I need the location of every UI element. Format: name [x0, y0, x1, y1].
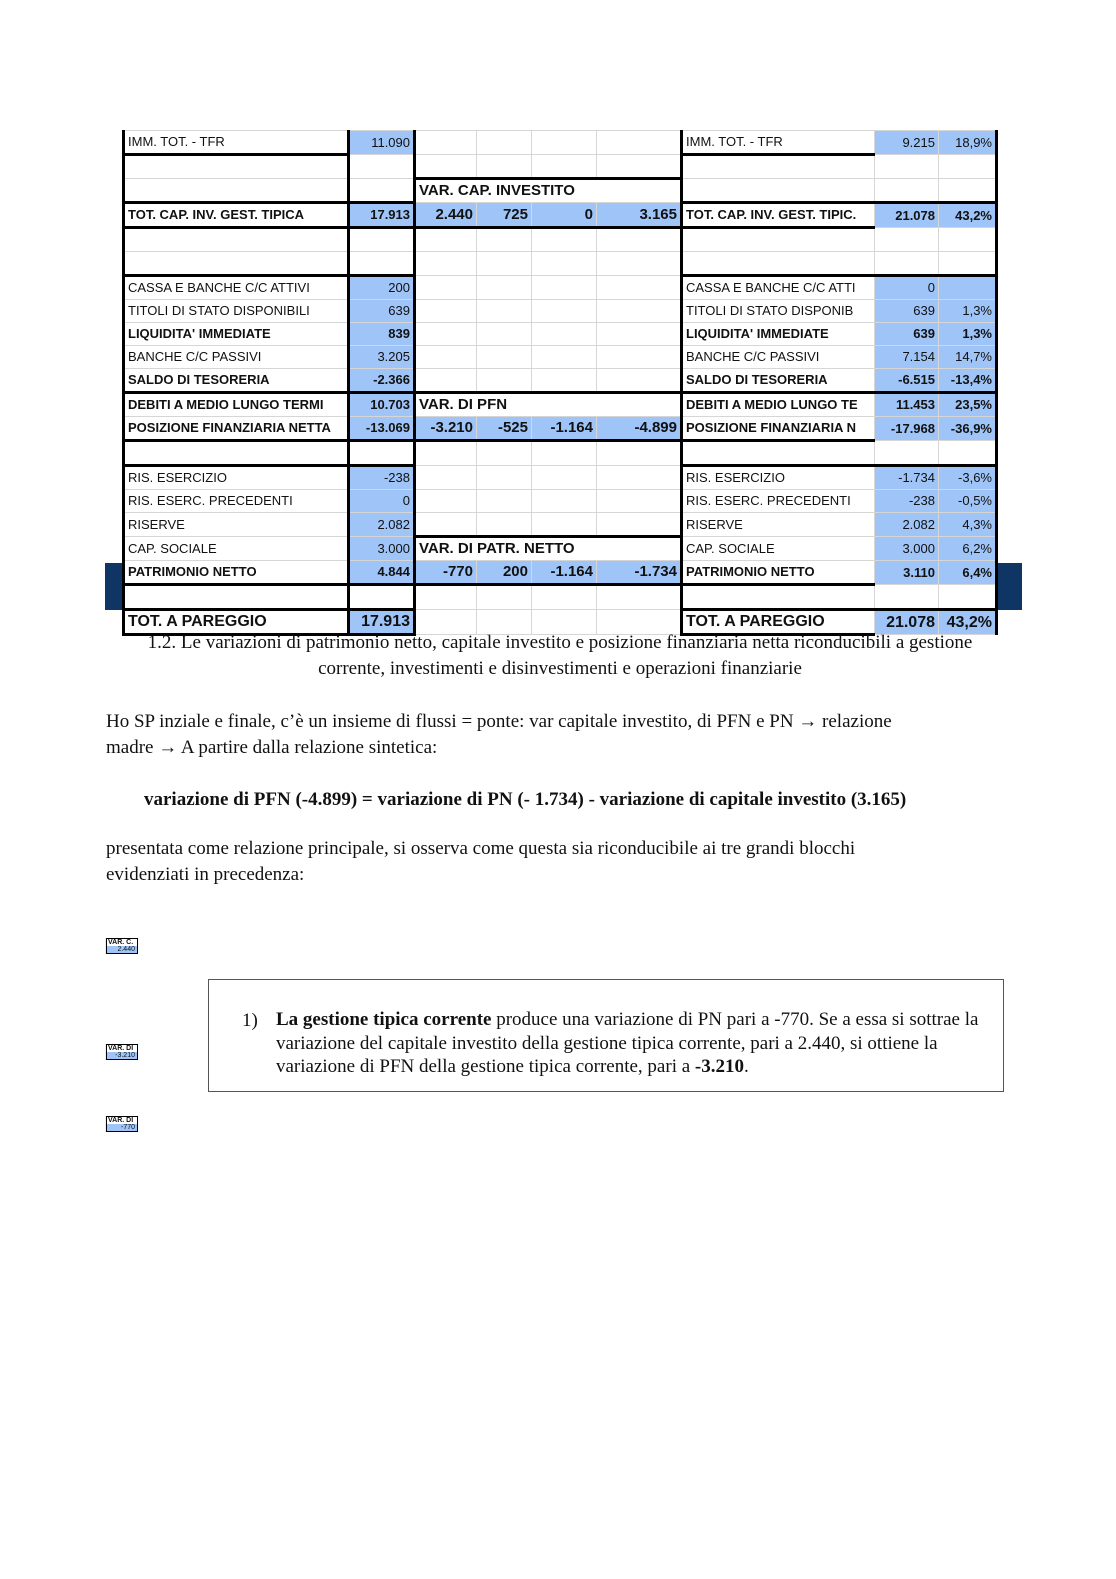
- variation-value: [477, 490, 532, 513]
- right-value: [875, 585, 939, 610]
- left-label: SALDO DI TESORERIA: [124, 369, 349, 393]
- right-value: [875, 252, 939, 276]
- left-label: RIS. ESERC. PRECEDENTI: [124, 490, 349, 513]
- caption-line: corrente, investimenti e disinvestimenti e operazioni finanziarie: [318, 658, 802, 679]
- right-value: [875, 441, 939, 466]
- variation-value: [415, 252, 477, 276]
- variation-value: [477, 369, 532, 393]
- right-label: [682, 155, 875, 179]
- left-value: 200: [349, 276, 415, 300]
- thumb-value: 2.440: [106, 946, 138, 954]
- formula: variazione di PFN (-4.899) = variazione di PN (- 1.734) - variazione di capitale investito (3.165): [144, 789, 907, 810]
- variation-value: [477, 323, 532, 346]
- variation-value: [415, 346, 477, 369]
- variation-value: 2.440: [415, 203, 477, 228]
- variation-value: [415, 369, 477, 393]
- variation-value: [477, 131, 532, 155]
- right-value: -6.515: [875, 369, 939, 393]
- left-value: 10.703: [349, 393, 415, 417]
- bold-phrase: La gestione tipica corrente: [276, 1009, 492, 1030]
- text-line: Ho SP inziale e finale, c’è un insieme di flussi = ponte: var capitale investito, di PFN e PN → relazione: [106, 711, 892, 732]
- variation-value: [532, 131, 597, 155]
- left-label: RIS. ESERCIZIO: [124, 466, 349, 490]
- right-label: [682, 252, 875, 276]
- variation-value: [477, 300, 532, 323]
- left-label: BANCHE C/C PASSIVI: [124, 346, 349, 369]
- paragraph-intro: [106, 709, 892, 761]
- table-row: [124, 155, 997, 179]
- left-label: TOT. A PAREGGIO: [124, 610, 349, 635]
- left-label: CAP. SOCIALE: [124, 537, 349, 561]
- variation-value: [415, 441, 477, 466]
- variation-value: [415, 155, 477, 179]
- left-value: [349, 179, 415, 203]
- variation-value: [532, 466, 597, 490]
- caption-line: 1.2. Le variazioni di patrimonio netto, capitale investito e posizione finanziaria netta riconducibili a gestione: [147, 632, 973, 653]
- right-value: 11.453: [875, 393, 939, 417]
- variation-value: -4.899: [597, 417, 682, 441]
- variation-value: -525: [477, 417, 532, 441]
- variation-value: [477, 252, 532, 276]
- decor-band: [105, 563, 122, 610]
- left-label: LIQUIDITA' IMMEDIATE: [124, 323, 349, 346]
- variation-value: [597, 323, 682, 346]
- left-label: IMM. TOT. - TFR: [124, 131, 349, 155]
- variation-value: [477, 346, 532, 369]
- table-row: [124, 276, 997, 300]
- var-header: VAR. CAP. INVESTITO: [415, 179, 682, 203]
- variation-value: [597, 441, 682, 466]
- variation-value: [477, 228, 532, 252]
- variation-value: [532, 441, 597, 466]
- variation-value: [532, 585, 597, 610]
- right-value: -238: [875, 490, 939, 513]
- table-row: [124, 466, 997, 490]
- left-value: [349, 228, 415, 252]
- variation-value: [597, 252, 682, 276]
- left-label: [124, 228, 349, 252]
- text-line: presentata come relazione principale, si osserva come questa sia riconducibile ai tre grandi blocchi: [106, 838, 856, 859]
- left-value: [349, 252, 415, 276]
- variation-value: [532, 369, 597, 393]
- variation-value: 725: [477, 203, 532, 228]
- text-span: produce una variazione di PN pari a -770. Se a essa si sottrae la variazione del capitale investito della gestione tipica corrente, pari a 2.440, si ottiene la variazione di PFN della gestione tipica corrente, pari a: [276, 1009, 979, 1077]
- variation-value: [532, 276, 597, 300]
- left-label: PATRIMONIO NETTO: [124, 561, 349, 585]
- left-value: 17.913: [349, 610, 415, 635]
- table-row: [124, 393, 997, 417]
- right-value: 0: [875, 276, 939, 300]
- right-label: RIS. ESERC. PRECEDENTI: [682, 490, 875, 513]
- table-row: [124, 228, 997, 252]
- table-row: [124, 131, 997, 155]
- right-percent: [939, 228, 997, 252]
- left-value: -2.366: [349, 369, 415, 393]
- variation-value: [597, 369, 682, 393]
- text-span: .: [743, 1056, 749, 1077]
- right-percent: 23,5%: [939, 393, 997, 417]
- right-label: DEBITI A MEDIO LUNGO TE: [682, 393, 875, 417]
- right-label: SALDO DI TESORERIA: [682, 369, 875, 393]
- left-value: 11.090: [349, 131, 415, 155]
- right-percent: 18,9%: [939, 131, 997, 155]
- variation-value: [415, 131, 477, 155]
- left-value: 0: [349, 490, 415, 513]
- variation-value: [532, 490, 597, 513]
- table-row: [124, 417, 997, 441]
- right-value: 2.082: [875, 513, 939, 537]
- left-value: [349, 585, 415, 610]
- variation-value: [597, 276, 682, 300]
- text-line: madre → A partire dalla relazione sintetica:: [106, 737, 438, 758]
- right-percent: -0,5%: [939, 490, 997, 513]
- right-value: -17.968: [875, 417, 939, 441]
- text-box: [208, 979, 1004, 1092]
- right-percent: [939, 155, 997, 179]
- thumbnail-var-pn: [105, 1116, 138, 1132]
- variation-value: [597, 466, 682, 490]
- variation-value: [532, 252, 597, 276]
- right-percent: 6,2%: [939, 537, 997, 561]
- right-percent: [939, 276, 997, 300]
- thumb-header: VAR. DI: [106, 1116, 138, 1124]
- left-label: [124, 441, 349, 466]
- balance-sheet-table: [122, 130, 998, 636]
- right-percent: 6,4%: [939, 561, 997, 585]
- bold-value: -3.210: [694, 1056, 744, 1077]
- left-label: POSIZIONE FINANZIARIA NETTA: [124, 417, 349, 441]
- right-label: [682, 441, 875, 466]
- table-row: [124, 537, 997, 561]
- variation-value: [532, 323, 597, 346]
- right-value: 7.154: [875, 346, 939, 369]
- right-value: 9.215: [875, 131, 939, 155]
- right-label: CAP. SOCIALE: [682, 537, 875, 561]
- variation-value: -1.164: [532, 417, 597, 441]
- right-percent: 43,2%: [939, 203, 997, 228]
- right-label: TOT. CAP. INV. GEST. TIPIC.: [682, 203, 875, 228]
- text-line: evidenziati in precedenza:: [106, 864, 305, 885]
- var-header: VAR. DI PATR. NETTO: [415, 537, 682, 561]
- table-row: [124, 490, 997, 513]
- left-label: [124, 252, 349, 276]
- variation-value: [597, 228, 682, 252]
- variation-value: [597, 155, 682, 179]
- right-value: [875, 228, 939, 252]
- right-value: 21.078: [875, 203, 939, 228]
- right-label: [682, 228, 875, 252]
- right-percent: 14,7%: [939, 346, 997, 369]
- table-row: [124, 561, 997, 585]
- right-percent: -13,4%: [939, 369, 997, 393]
- left-value: 4.844: [349, 561, 415, 585]
- table-row: [124, 252, 997, 276]
- variation-value: [597, 490, 682, 513]
- left-value: -238: [349, 466, 415, 490]
- thumb-header: VAR. DI: [106, 1044, 138, 1052]
- variation-value: [477, 155, 532, 179]
- variation-value: [415, 300, 477, 323]
- left-label: [124, 179, 349, 203]
- left-value: -13.069: [349, 417, 415, 441]
- table-row: [124, 203, 997, 228]
- right-percent: 1,3%: [939, 323, 997, 346]
- right-value: 21.078: [875, 610, 939, 635]
- thumb-header: VAR. C.: [106, 938, 138, 946]
- right-label: RISERVE: [682, 513, 875, 537]
- variation-value: [597, 300, 682, 323]
- right-label: PATRIMONIO NETTO: [682, 561, 875, 585]
- right-label: LIQUIDITA' IMMEDIATE: [682, 323, 875, 346]
- variation-value: [415, 323, 477, 346]
- variation-value: [532, 300, 597, 323]
- variation-value: [477, 276, 532, 300]
- variation-value: -770: [415, 561, 477, 585]
- thumbnail-var-cap: [105, 938, 138, 954]
- thumbnail-var-pfn: [105, 1044, 138, 1060]
- left-label: TOT. CAP. INV. GEST. TIPICA: [124, 203, 349, 228]
- variation-value: [532, 513, 597, 537]
- left-value: 3.205: [349, 346, 415, 369]
- variation-value: [415, 276, 477, 300]
- right-label: IMM. TOT. - TFR: [682, 131, 875, 155]
- left-value: 3.000: [349, 537, 415, 561]
- right-percent: [939, 252, 997, 276]
- left-label: CASSA E BANCHE C/C ATTIVI: [124, 276, 349, 300]
- right-percent: 1,3%: [939, 300, 997, 323]
- table-row: [124, 179, 997, 203]
- table-row: [124, 323, 997, 346]
- variation-value: [477, 441, 532, 466]
- right-label: POSIZIONE FINANZIARIA N: [682, 417, 875, 441]
- variation-value: 3.165: [597, 203, 682, 228]
- variation-value: [597, 131, 682, 155]
- right-label: RIS. ESERCIZIO: [682, 466, 875, 490]
- table-row: [124, 346, 997, 369]
- thumb-value: -770: [106, 1124, 138, 1132]
- variation-value: -1.164: [532, 561, 597, 585]
- variation-value: [415, 228, 477, 252]
- right-percent: 43,2%: [939, 610, 997, 635]
- left-label: TITOLI DI STATO DISPONIBILI: [124, 300, 349, 323]
- variation-value: [477, 585, 532, 610]
- right-percent: [939, 441, 997, 466]
- section-caption: [110, 630, 1010, 682]
- table-row: [124, 513, 997, 537]
- right-value: [875, 179, 939, 203]
- variation-value: [477, 466, 532, 490]
- right-label: BANCHE C/C PASSIVI: [682, 346, 875, 369]
- variation-value: [597, 585, 682, 610]
- left-value: [349, 441, 415, 466]
- paragraph-blocks: [106, 836, 855, 888]
- box-text: [276, 1008, 996, 1079]
- variation-value: [415, 513, 477, 537]
- right-percent: 4,3%: [939, 513, 997, 537]
- variation-value: -3.210: [415, 417, 477, 441]
- right-value: 3.110: [875, 561, 939, 585]
- var-header: VAR. DI PFN: [415, 393, 682, 417]
- variation-value: -1.734: [597, 561, 682, 585]
- list-number: 1): [242, 1010, 258, 1031]
- right-label: [682, 585, 875, 610]
- variation-value: [597, 346, 682, 369]
- right-label: TITOLI DI STATO DISPONIB: [682, 300, 875, 323]
- left-value: 17.913: [349, 203, 415, 228]
- right-value: 639: [875, 323, 939, 346]
- thumb-value: -3.210: [106, 1052, 138, 1060]
- variation-value: [532, 228, 597, 252]
- left-label: [124, 585, 349, 610]
- variation-value: 0: [532, 203, 597, 228]
- variation-value: [415, 585, 477, 610]
- table-row: [124, 300, 997, 323]
- decor-band: [995, 563, 1022, 610]
- variation-value: [532, 155, 597, 179]
- right-percent: -36,9%: [939, 417, 997, 441]
- right-value: 3.000: [875, 537, 939, 561]
- variation-value: [597, 513, 682, 537]
- variation-value: [477, 513, 532, 537]
- right-percent: -3,6%: [939, 466, 997, 490]
- right-value: [875, 155, 939, 179]
- left-value: 839: [349, 323, 415, 346]
- right-percent: [939, 179, 997, 203]
- right-label: CASSA E BANCHE C/C ATTI: [682, 276, 875, 300]
- variation-value: [532, 346, 597, 369]
- left-label: DEBITI A MEDIO LUNGO TERMI: [124, 393, 349, 417]
- right-percent: [939, 585, 997, 610]
- variation-value: 200: [477, 561, 532, 585]
- left-value: 639: [349, 300, 415, 323]
- variation-value: [415, 490, 477, 513]
- left-label: RISERVE: [124, 513, 349, 537]
- variation-value: [415, 466, 477, 490]
- right-label: TOT. A PAREGGIO: [682, 610, 875, 635]
- left-label: [124, 155, 349, 179]
- right-value: -1.734: [875, 466, 939, 490]
- left-value: 2.082: [349, 513, 415, 537]
- left-value: [349, 155, 415, 179]
- table-row: [124, 441, 997, 466]
- right-label: [682, 179, 875, 203]
- table-row: [124, 369, 997, 393]
- table-row: [124, 585, 997, 610]
- spreadsheet-image: [105, 130, 1022, 631]
- right-value: 639: [875, 300, 939, 323]
